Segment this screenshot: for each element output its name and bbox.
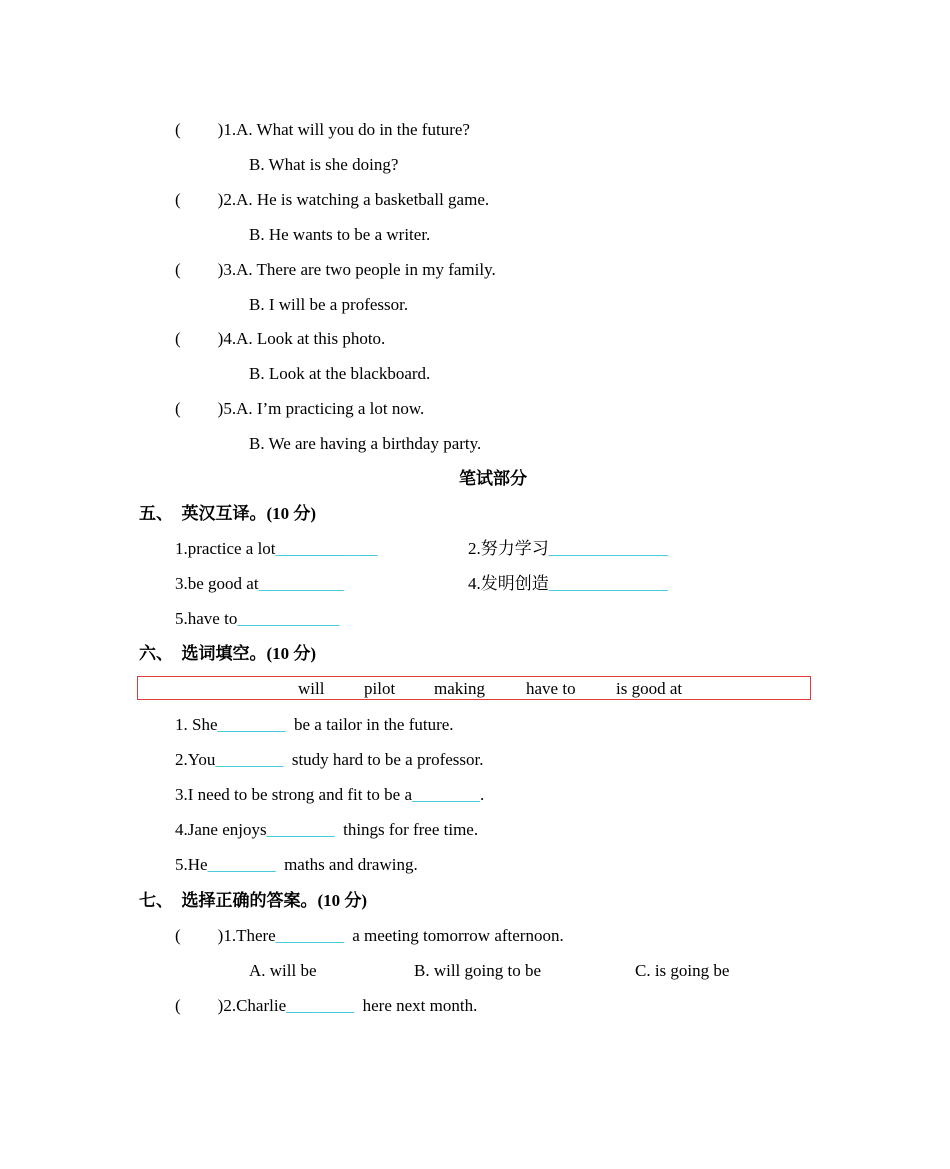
question-text: )5.A. I’m practicing a lot now. (217, 399, 425, 418)
item-text: maths and drawing. (275, 855, 418, 874)
word-bank-word: pilot (364, 679, 396, 698)
answer-blank[interactable]: ________ (215, 750, 284, 769)
answer-paren: ( (175, 190, 181, 209)
listening-option-b: B. Look at the blackboard. (249, 364, 431, 383)
answer-blank[interactable]: ________ (217, 715, 286, 734)
listening-item-2 (175, 189, 489, 211)
listening-option-b: B. What is she doing? (249, 155, 399, 174)
question-text: )4.A. Look at this photo. (217, 329, 386, 348)
word-bank-word: making (434, 679, 485, 698)
listening-option-b: B. I will be a professor. (249, 295, 409, 314)
answer-blank[interactable]: ________ (275, 926, 344, 945)
section5-title: 五、 英汉互译。(10 分) (139, 504, 317, 523)
fill-item-4 (175, 819, 478, 841)
answer-blank[interactable]: ________ (412, 785, 480, 804)
choice-item-2 (175, 995, 477, 1017)
written-part-title: 笔试部分 (459, 469, 527, 488)
listening-item-3 (175, 259, 496, 281)
item-text: 2.You (175, 750, 216, 769)
listening-option-b: B. We are having a birthday party. (249, 434, 482, 453)
answer-blank[interactable]: __________ (258, 574, 344, 593)
answer-blank[interactable]: ______________ (548, 574, 668, 593)
answer-paren: ( (175, 399, 181, 418)
answer-blank[interactable]: ________ (266, 820, 335, 839)
question-text: )1.A. What will you do in the future? (217, 120, 470, 139)
item-label: 3.be good at (175, 574, 259, 593)
answer-paren: ( (175, 926, 181, 945)
choice-option-c: C. is going be (635, 961, 730, 980)
question-text: )2.A. He is watching a basketball game. (217, 190, 490, 209)
answer-blank[interactable]: ______________ (548, 539, 668, 558)
item-text: a meeting tomorrow afternoon. (343, 926, 564, 945)
item-label: 5.have to (175, 609, 238, 628)
item-text: 1. She (175, 715, 218, 734)
choice-option-b: B. will going to be (414, 961, 542, 980)
item-text: . (480, 785, 485, 804)
choice-option-a: A. will be (249, 961, 317, 980)
fill-item-3 (175, 784, 484, 806)
item-text: things for free time. (334, 820, 479, 839)
answer-blank[interactable]: ________ (286, 996, 355, 1015)
item-text: study hard to be a professor. (283, 750, 484, 769)
word-bank-word: have to (526, 679, 576, 698)
item-text: )1.There (217, 926, 276, 945)
answer-blank[interactable]: ________ (207, 855, 276, 874)
section6-title: 六、 选词填空。(10 分) (139, 644, 317, 663)
answer-blank[interactable]: ____________ (237, 609, 340, 628)
fill-item-1 (175, 714, 454, 736)
item-label: 4.发明创造 (468, 574, 549, 593)
listening-item-5 (175, 398, 424, 420)
question-text: )3.A. There are two people in my family. (217, 260, 496, 279)
listening-option-b: B. He wants to be a writer. (249, 225, 431, 244)
item-text: 4.Jane enjoys (175, 820, 267, 839)
item-text: here next month. (354, 996, 478, 1015)
translate-item-3 (175, 573, 344, 595)
item-label: 2.努力学习 (468, 539, 549, 558)
answer-paren: ( (175, 329, 181, 348)
translate-item-4 (468, 573, 668, 595)
word-bank-word: is good at (616, 679, 683, 698)
item-text: 5.He (175, 855, 208, 874)
choice-item-1 (175, 925, 564, 947)
item-text: 3.I need to be strong and fit to be a (175, 785, 412, 804)
translate-item-2 (468, 538, 668, 560)
answer-paren: ( (175, 260, 181, 279)
item-text: be a tailor in the future. (285, 715, 454, 734)
item-text: )2.Charlie (217, 996, 287, 1015)
item-label: 1.practice a lot (175, 539, 276, 558)
answer-paren: ( (175, 996, 181, 1015)
answer-paren: ( (175, 120, 181, 139)
word-bank-box (137, 676, 811, 700)
listening-item-4 (175, 328, 385, 350)
translate-item-5 (175, 608, 339, 630)
listening-item-1 (175, 119, 470, 141)
answer-blank[interactable]: ____________ (275, 539, 378, 558)
fill-item-2 (175, 749, 484, 771)
section7-title: 七、 选择正确的答案。(10 分) (139, 891, 368, 910)
fill-item-5 (175, 854, 418, 876)
word-bank-word: will (298, 679, 325, 698)
translate-item-1 (175, 538, 378, 560)
